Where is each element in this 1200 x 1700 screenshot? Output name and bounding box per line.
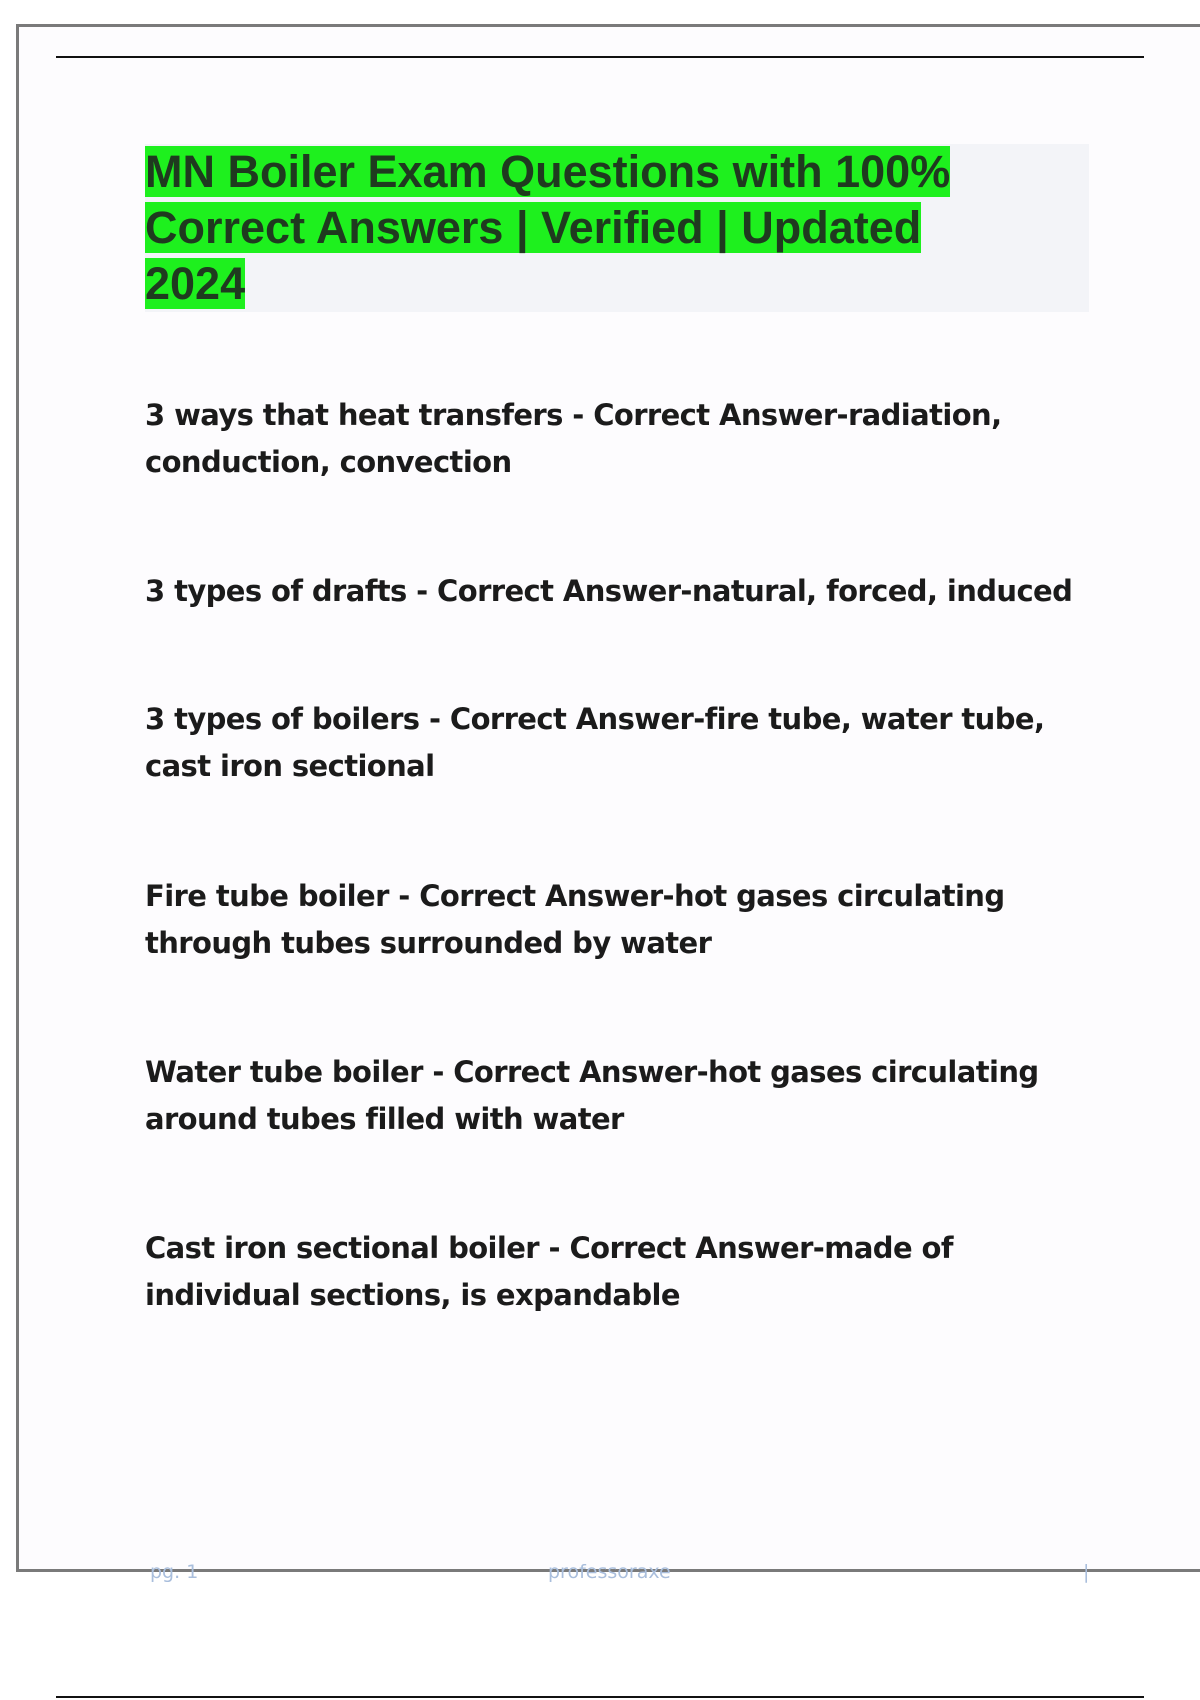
title-block	[145, 144, 1089, 312]
qa-item-4: Fire tube boiler - Correct Answer-hot gases circulating through tubes surrounded by water	[145, 879, 1005, 960]
qa-item-1: 3 ways that heat transfers - Correct Answer-radiation, conduction, convection	[145, 398, 1002, 479]
bottom-rule	[56, 1696, 1144, 1698]
footer-page-number: pg. 1	[150, 1561, 199, 1583]
qa-item-5: Water tube boiler - Correct Answer-hot gases circulating around tubes filled with water	[145, 1055, 1039, 1136]
title-highlight: MN Boiler Exam Questions with 100% Correct Answers | Verified | Updated 2024	[145, 146, 951, 309]
qa-item-2: 3 types of drafts - Correct Answer-natural, forced, induced	[145, 574, 1073, 608]
qa-item-3: 3 types of boilers - Correct Answer-fire tube, water tube, cast iron sectional	[145, 702, 1045, 783]
footer-mark: |	[1083, 1561, 1090, 1583]
qa-item-6: Cast iron sectional boiler - Correct Answer-made of individual sections, is expandable	[145, 1231, 953, 1312]
footer-author: professoraxe	[548, 1561, 671, 1583]
top-rule	[56, 56, 1144, 58]
document-title	[145, 144, 1025, 312]
